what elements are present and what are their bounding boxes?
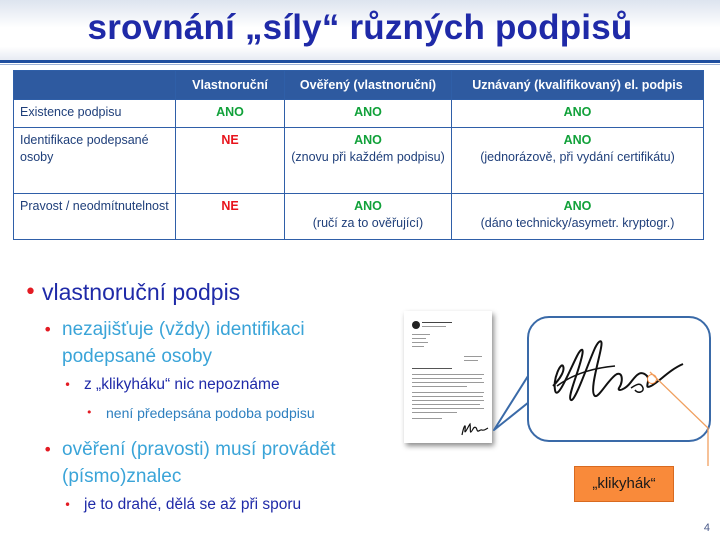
table-cell	[285, 128, 452, 194]
bullet-level1: vlastnoruční podpis	[42, 279, 241, 305]
title-rule	[0, 60, 720, 63]
cell-value: ANO	[354, 199, 382, 213]
letter-line	[412, 412, 457, 413]
table-cell	[285, 194, 452, 240]
table-cell	[452, 128, 704, 194]
letter-line	[412, 368, 452, 369]
letter-line	[412, 334, 430, 335]
cell-value: ANO	[216, 105, 244, 119]
header-uznavany: Uznávaný (kvalifikovaný) el. podpis	[452, 71, 704, 100]
bullet-marker: •	[24, 280, 37, 305]
cell-value: ANO	[354, 105, 382, 119]
bullet-marker: •	[86, 406, 93, 419]
cell-value: ANO	[563, 133, 592, 147]
bullet-level3: z „klikyháku“ nic nepoznáme	[84, 376, 280, 393]
header-vlastnorucni: Vlastnoruční	[176, 71, 285, 100]
table-cell	[452, 100, 704, 128]
row-label: Identifikace podepsané osoby	[14, 128, 176, 194]
cell-value: ANO	[563, 105, 592, 119]
cell-note: (ručí za to ověřující)	[312, 216, 424, 230]
cell-note: (znovu při každém podpisu)	[291, 150, 445, 164]
cell-note: (dáno technicky/asymetr. kryptogr.)	[480, 216, 675, 230]
bullet-level2: nezajišťuje (vždy) identifikaci podepsané osoby	[62, 319, 305, 367]
letter-line	[412, 342, 428, 343]
cell-value: NE	[221, 199, 239, 213]
bullet-marker: •	[64, 378, 72, 392]
cell-value: ANO	[563, 199, 592, 213]
bullet-level2: ověření (pravosti) musí provádět (písmo)znalec	[62, 439, 336, 487]
cell-value: ANO	[354, 133, 382, 147]
table-cell	[176, 194, 285, 240]
caption-connector	[640, 370, 720, 470]
letter-line	[422, 326, 446, 327]
bullet-marker: •	[43, 440, 53, 459]
table-row	[14, 128, 704, 194]
letter-logo-icon	[412, 321, 420, 329]
header-overeny: Ověřený (vlastnoruční)	[285, 71, 452, 100]
comparison-table	[13, 70, 704, 240]
letter-line	[412, 418, 442, 419]
slide-title: srovnání „síly“ různých podpisů	[87, 8, 633, 47]
table-cell	[285, 100, 452, 128]
letter-line	[412, 338, 426, 339]
cell-note: (jednorázově, při vydání certifikátu)	[480, 150, 675, 164]
table-cell	[452, 194, 704, 240]
row-label: Existence podpisu	[14, 100, 176, 128]
table-row	[14, 194, 704, 240]
title-rule-thin	[0, 64, 720, 65]
table-row	[14, 100, 704, 128]
bullet-level3: je to drahé, dělá se až při sporu	[84, 496, 302, 513]
bullet-level4: není předepsána podoba podpisu	[106, 405, 315, 421]
table-cell	[176, 100, 285, 128]
table-cell	[176, 128, 285, 194]
letter-line	[412, 386, 467, 387]
caption-label: „klikyhák“	[574, 466, 674, 502]
letter-line	[412, 346, 424, 347]
cell-value: NE	[221, 133, 239, 147]
row-label: Pravost / neodmítnutelnost	[14, 194, 176, 240]
table-header-row	[14, 71, 704, 100]
header-empty	[14, 71, 176, 100]
page-number: 4	[703, 522, 710, 534]
bullet-marker: •	[43, 320, 53, 339]
bullet-marker: •	[64, 498, 72, 512]
letter-line	[422, 322, 452, 323]
